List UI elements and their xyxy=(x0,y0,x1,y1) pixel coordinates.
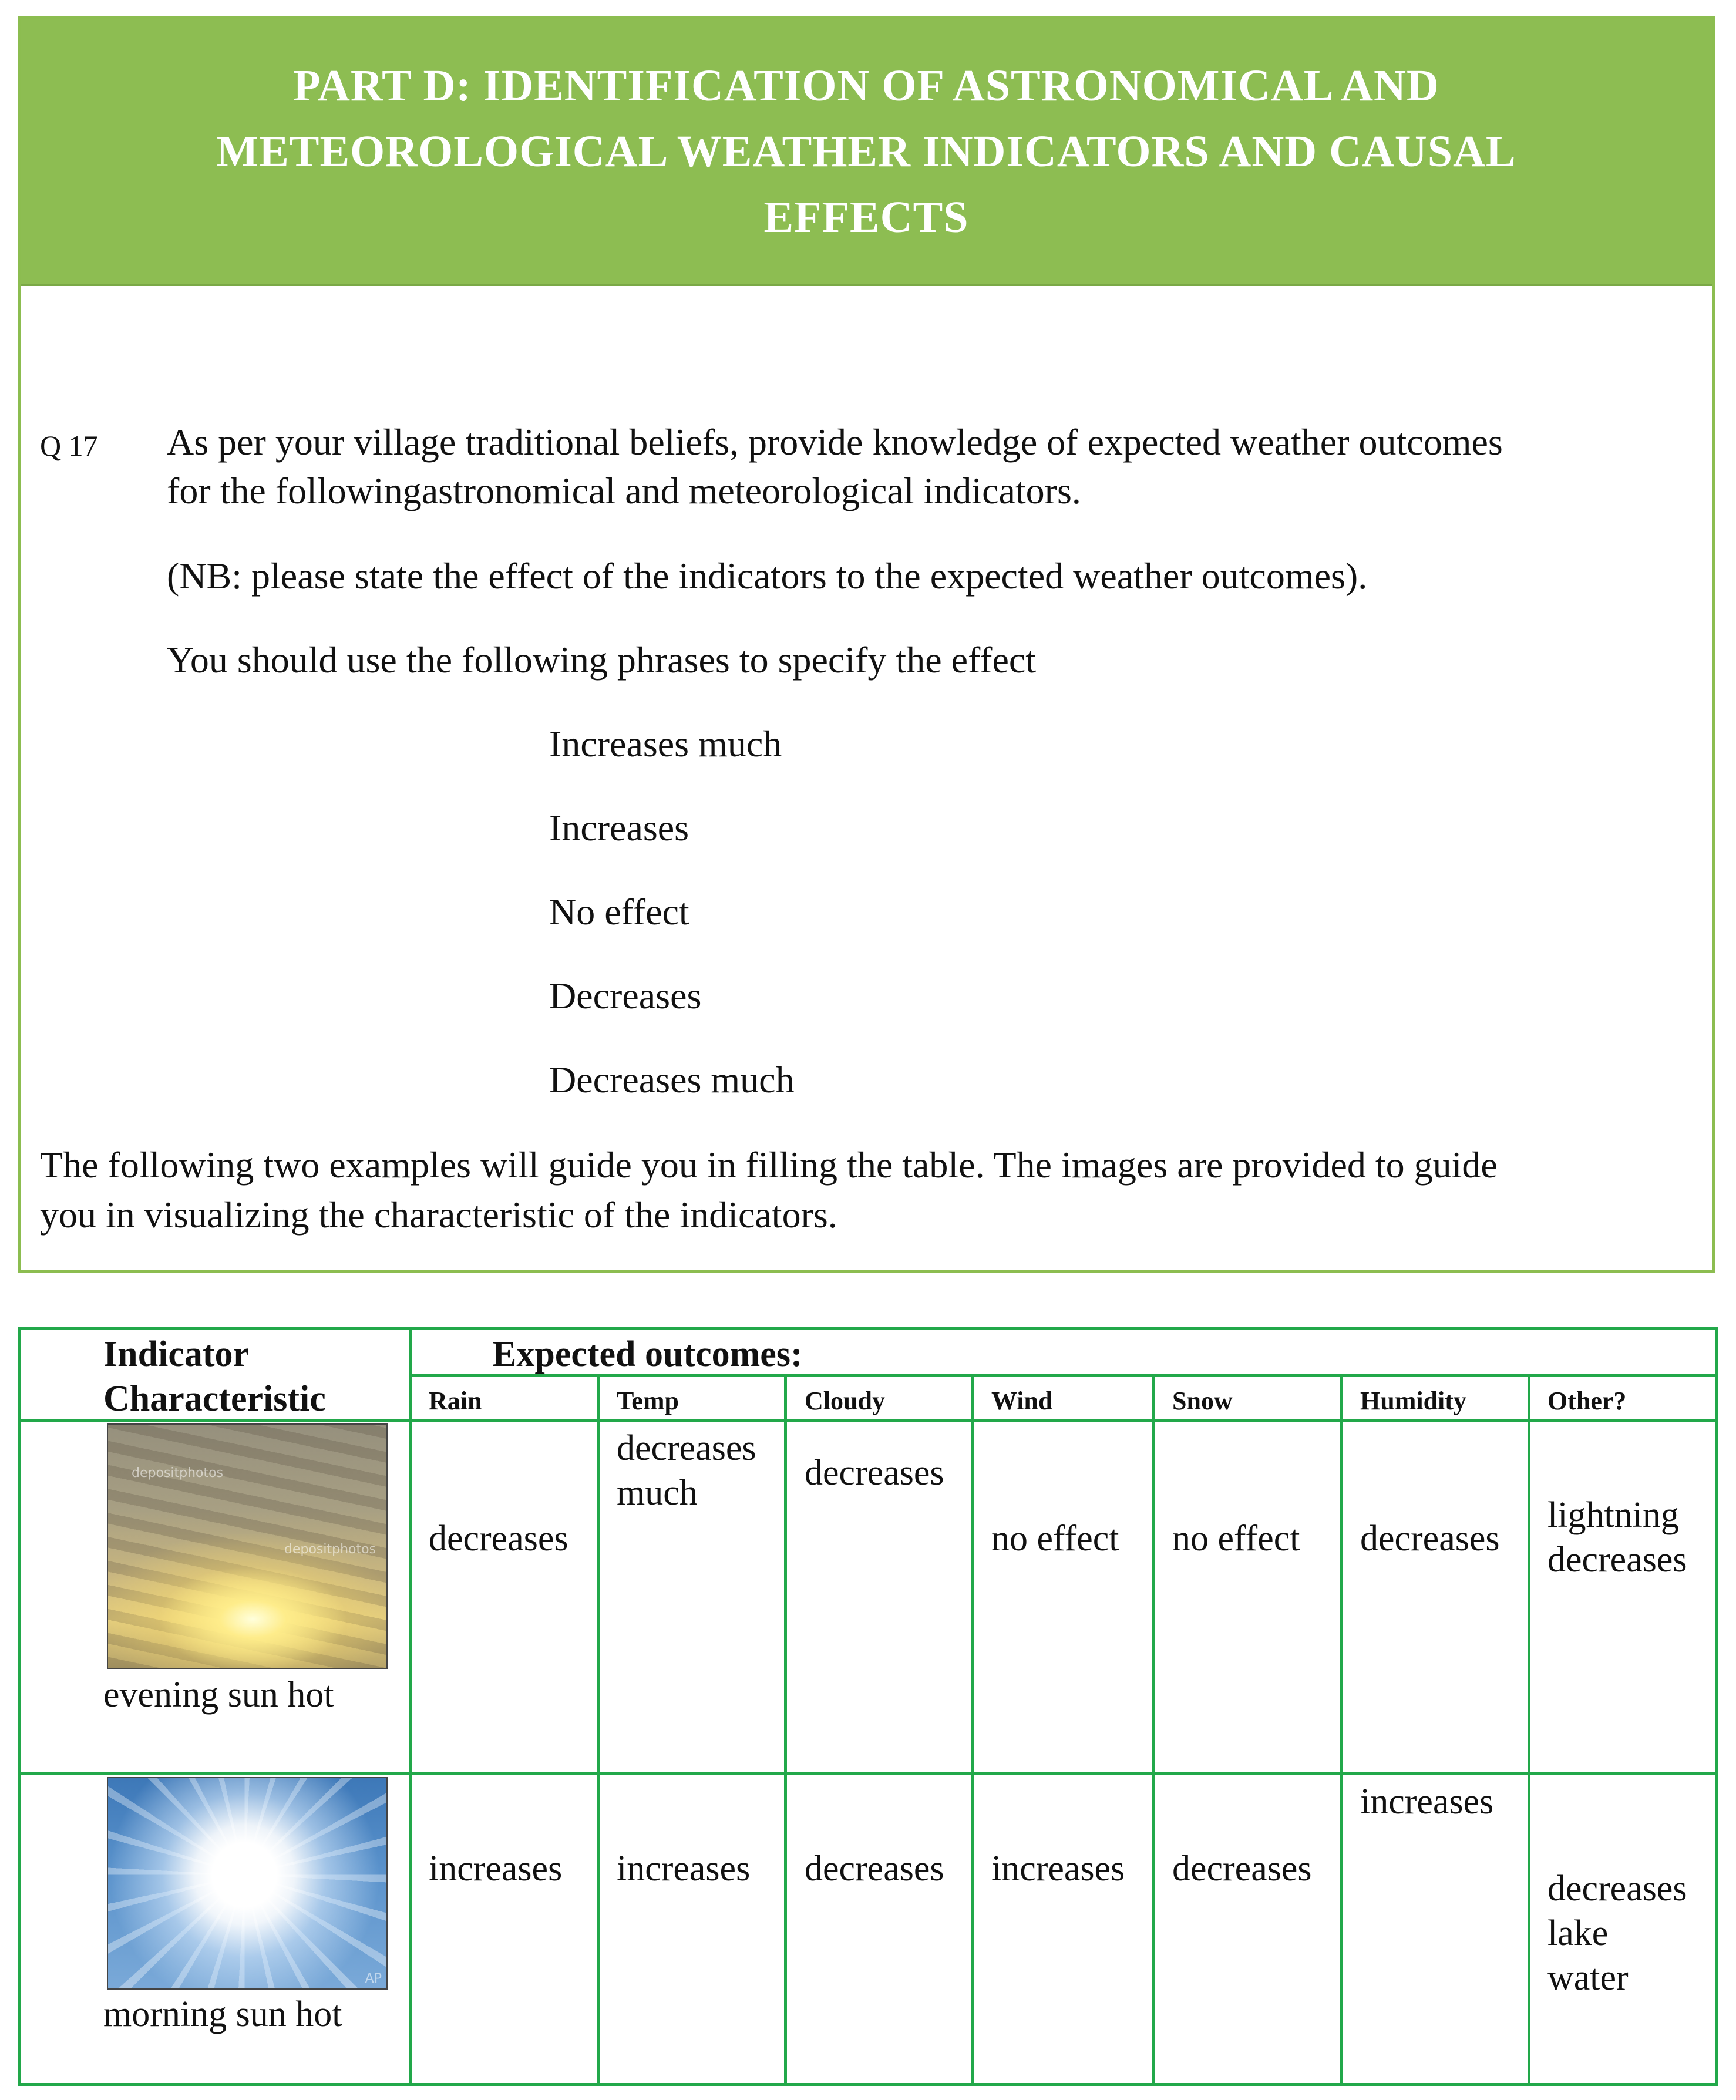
cell-cloudy-r1: decreases xyxy=(805,1453,944,1493)
expected-outcomes-header: Expected outcomes: xyxy=(492,1334,803,1374)
guide-line-2: you in visualizing the characteristic of the indicators. xyxy=(40,1194,837,1236)
indicator-header: Indicator xyxy=(103,1334,249,1374)
cell-temp-r1: decreases xyxy=(617,1428,756,1468)
column-header-snow: Snow xyxy=(1172,1386,1233,1415)
cell-cloudy-r2: decreases xyxy=(805,1849,944,1889)
column-header-rain: Rain xyxy=(429,1386,482,1415)
table-rule xyxy=(784,1374,787,2086)
column-header-other: Other? xyxy=(1547,1386,1627,1415)
watermark-text: depositphotos xyxy=(284,1542,376,1557)
section-banner xyxy=(21,19,1712,286)
question-line-2: for the followingastronomical and meteorological indicators. xyxy=(167,470,1081,511)
cell-rain-r2: increases xyxy=(429,1849,563,1889)
table-rule xyxy=(18,1772,1718,1775)
table-rule xyxy=(1528,1374,1530,2086)
outcomes-table xyxy=(18,1327,1718,2086)
cell-other-r2: lake xyxy=(1547,1913,1609,1953)
table-border xyxy=(18,2083,1718,2086)
table-rule xyxy=(597,1374,600,2086)
cell-wind-r1: no effect xyxy=(991,1519,1119,1559)
cell-humidity-r2: increases xyxy=(1360,1782,1494,1822)
guide-line-1: The following two examples will guide you in filling the table. The images are provided to guide xyxy=(40,1144,1498,1186)
phrase-option: Decreases much xyxy=(549,1059,795,1101)
sunset-clouds-image xyxy=(107,1423,388,1669)
cell-other-r2: water xyxy=(1547,1958,1629,1998)
cell-other-r1: lightning xyxy=(1547,1495,1679,1535)
cell-temp-r2: increases xyxy=(617,1849,751,1889)
table-border xyxy=(18,1327,21,2086)
phrase-option: Increases xyxy=(549,807,689,849)
table-rule xyxy=(971,1374,974,2086)
row-label-morning-sun: morning sun hot xyxy=(103,1994,342,2034)
table-border xyxy=(18,1327,1718,1330)
table-border xyxy=(1715,1327,1718,2086)
question-instruction: You should use the following phrases to specify the effect xyxy=(167,639,1037,681)
cell-wind-r2: increases xyxy=(991,1849,1125,1889)
column-header-temp: Temp xyxy=(617,1386,679,1415)
table-rule xyxy=(1152,1374,1155,2086)
cell-other-r2: decreases xyxy=(1547,1869,1687,1909)
question-line-1: As per your village traditional beliefs, provide knowledge of expected weather outcomes xyxy=(167,421,1503,463)
column-header-wind: Wind xyxy=(991,1386,1053,1415)
column-header-cloudy: Cloudy xyxy=(805,1386,885,1415)
section-title: PART D: IDENTIFICATION OF ASTRONOMICAL AND METEOROLOGICAL WEATHER INDICATORS AND CAUSAL EFFECTS xyxy=(216,61,1516,242)
row-label-evening-sun: evening sun hot xyxy=(103,1675,334,1715)
cell-rain-r1: decreases xyxy=(429,1519,568,1559)
characteristic-header: Characteristic xyxy=(103,1379,326,1419)
question-nb: (NB: please state the effect of the indicators to the expected weather outcomes). xyxy=(167,555,1368,597)
cell-snow-r1: no effect xyxy=(1172,1519,1300,1559)
watermark-text: depositphotos xyxy=(132,1466,224,1480)
column-header-humidity: Humidity xyxy=(1360,1386,1466,1415)
table-rule xyxy=(1340,1374,1343,2086)
question-number: Q 17 xyxy=(40,429,98,462)
watermark-text: AP xyxy=(365,1971,382,1986)
phrase-option: No effect xyxy=(549,891,689,933)
cell-temp-r1: much xyxy=(617,1473,698,1513)
phrase-option: Decreases xyxy=(549,975,702,1017)
phrase-option: Increases much xyxy=(549,723,782,765)
cell-other-r1: decreases xyxy=(1547,1540,1687,1580)
table-rule xyxy=(409,1327,412,2086)
cell-snow-r2: decreases xyxy=(1172,1849,1312,1889)
cell-humidity-r1: decreases xyxy=(1360,1519,1500,1559)
bright-sun-image xyxy=(107,1777,388,1990)
